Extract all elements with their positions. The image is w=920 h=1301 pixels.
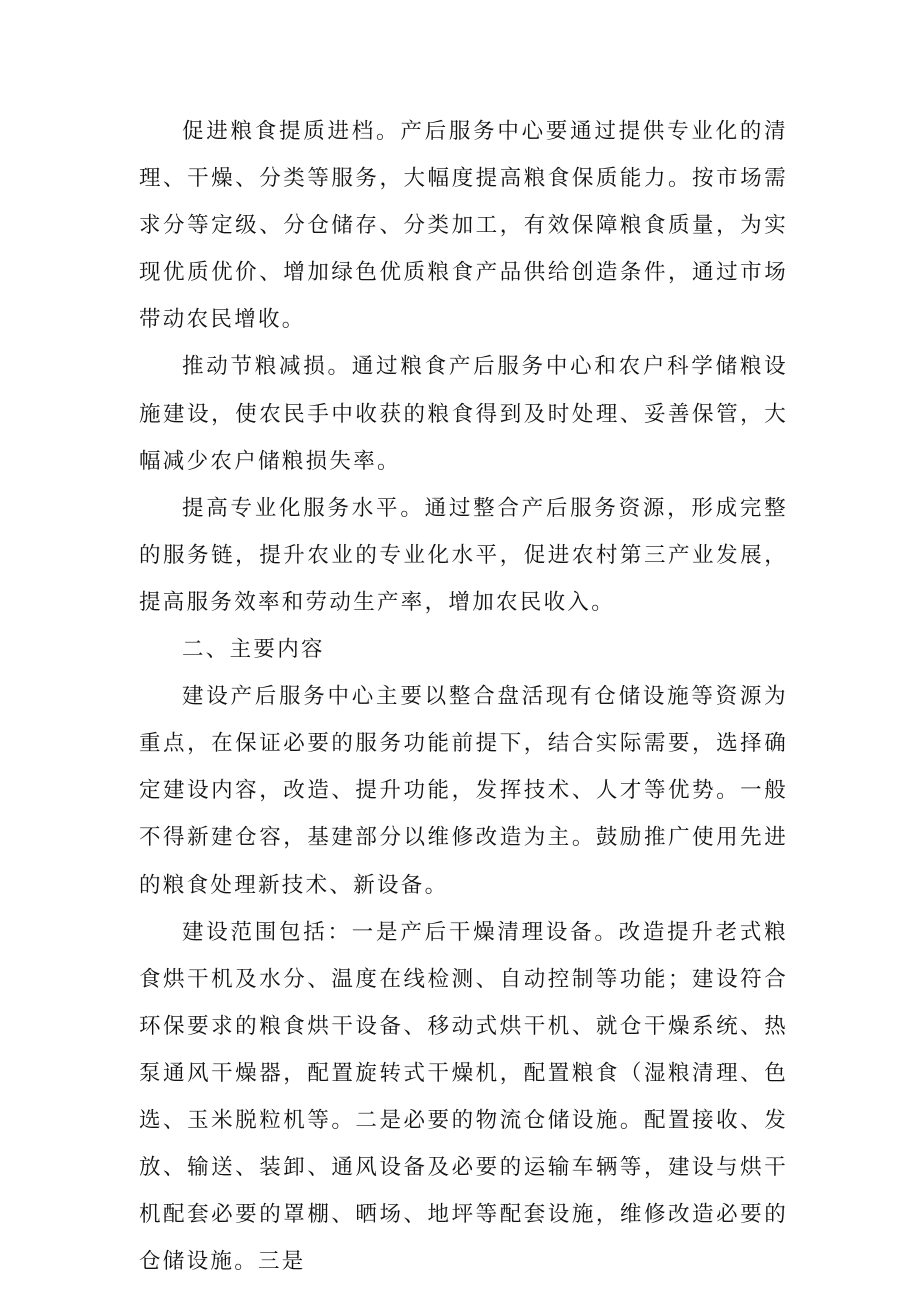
paragraph-construction-focus: 建设产后服务中心主要以整合盘活现有仓储设施等资源为重点，在保证必要的服务功能前提下，结合实际需要，选择确定建设内容，改造、提升功能，发挥技术、人才等优势。一般不得新建仓容，基建部分以维修改造为主。鼓励推广使用先进的粮食处理新技术、新设备。 — [139, 684, 788, 898]
paragraph-construction-scope: 建设范围包括：一是产后干燥清理设备。改造提升老式粮食烘干机及水分、温度在线检测、自动控制等功能；建设符合环保要求的粮食烘干设备、移动式烘干机、就仓干燥系统、热泵通风干燥器，配置旋转式干燥机，配置粮食（湿粮清理、色选、玉米脱粒机等。二是必要的物流仓储设施。配置接收、发放、输送、装卸、通风设备及必要的运输车辆等，建设与烘干机配套必要的罩棚、晒场、地坪等配套设施，维修改造必要的仓储设施。三是 — [139, 919, 788, 1275]
paragraph-grain-quality: 促进粮食提质进档。产后服务中心要通过提供专业化的清理、干燥、分类等服务，大幅度提高粮食保质能力。按市场需求分等定级、分仓储存、分类加工，有效保障粮食质量，为实现优质优价、增加绿色优质粮食产品供给创造条件，通过市场带动农民增收。 — [139, 119, 788, 333]
paragraph-service-level: 提高专业化服务水平。通过整合产后服务资源，形成完整的服务链，提升农业的专业化水平，促进农村第三产业发展，提高服务效率和劳动生产率，增加农民收入。 — [139, 495, 788, 615]
section-heading-main-content: 二、主要内容 — [182, 637, 325, 663]
paragraph-loss-reduction: 推动节粮减损。通过粮食产后服务中心和农户科学储粮设施建设，使农民手中收获的粮食得到及时处理、妥善保管，大幅减少农户储粮损失率。 — [139, 354, 788, 474]
